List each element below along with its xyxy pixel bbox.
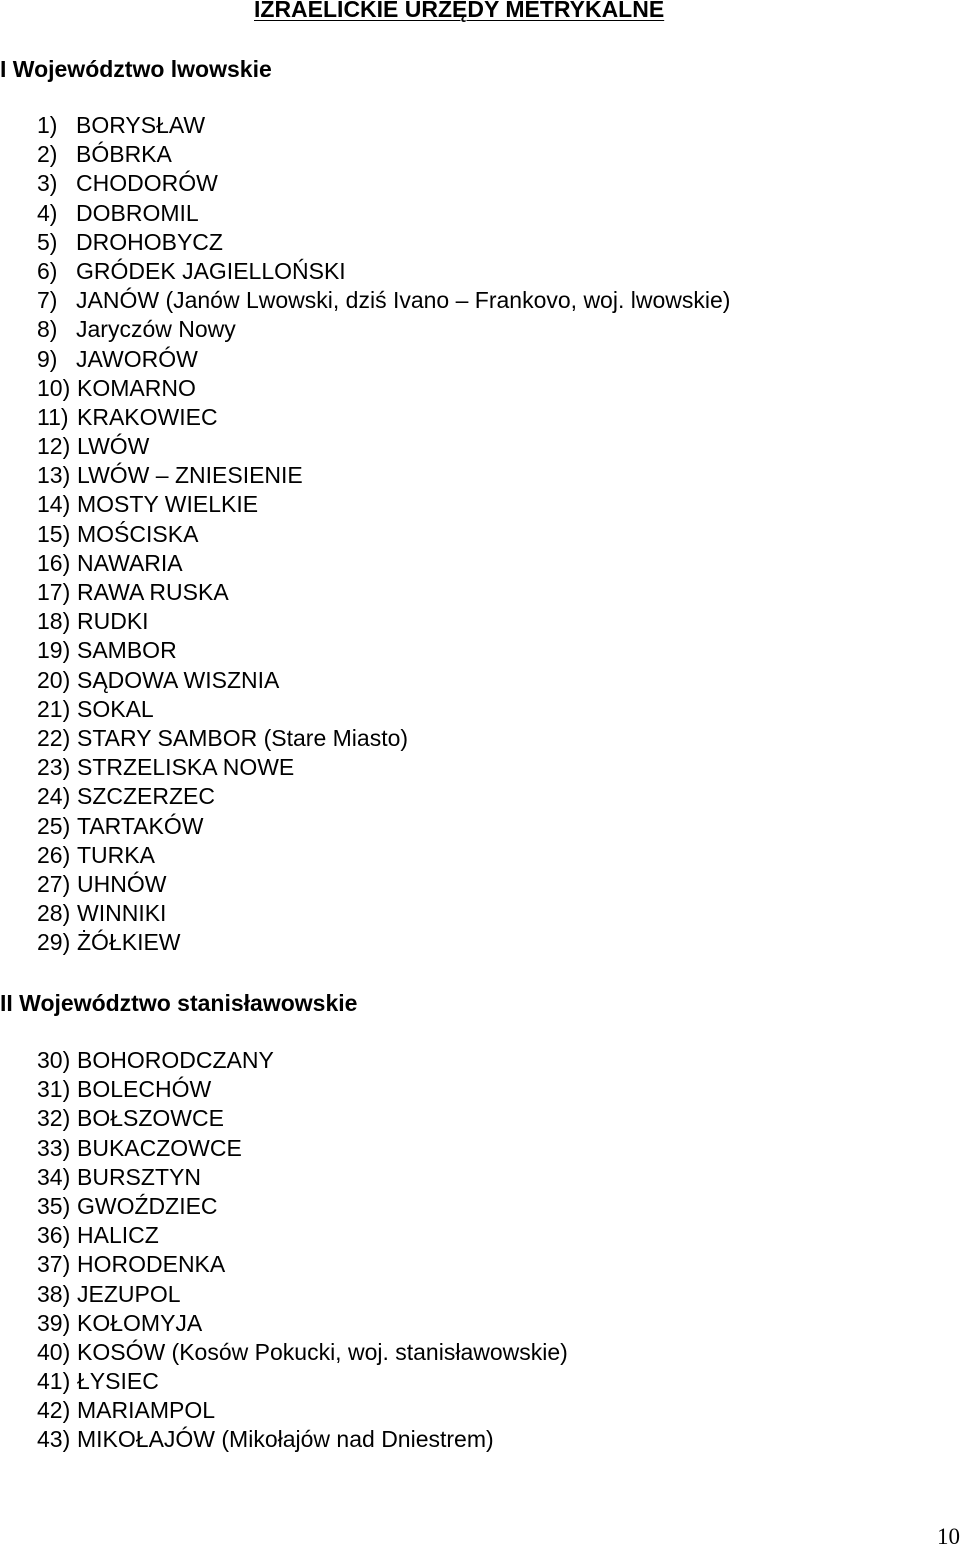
item-number: 22) xyxy=(37,724,71,751)
list-item xyxy=(37,1338,568,1367)
list-item xyxy=(37,1075,568,1104)
item-name: RAWA RUSKA xyxy=(77,579,229,605)
list-item xyxy=(37,1250,568,1279)
list-item xyxy=(37,812,730,841)
item-number: 14) xyxy=(37,491,71,518)
list-item xyxy=(37,666,730,695)
item-name: LWÓW xyxy=(77,433,150,460)
document-title: IZRAELICKIE URZĘDY METRYKALNE xyxy=(254,0,665,22)
item-number: 23) xyxy=(37,754,71,781)
list-item xyxy=(37,1134,568,1163)
item-name: STARY SAMBOR (Stare Miasto) xyxy=(77,724,409,751)
list-item xyxy=(37,1104,568,1133)
list-item xyxy=(37,753,730,782)
list-item xyxy=(37,1396,568,1425)
item-name: JAWORÓW xyxy=(76,345,198,372)
item-number: 21) xyxy=(37,695,71,722)
item-name: JANÓW (Janów Lwowski, dziś Ivano – Frankovo, woj. lwowskie) xyxy=(76,287,731,314)
list-item xyxy=(37,257,730,286)
item-number: 29) xyxy=(37,929,71,956)
list-item xyxy=(37,1280,568,1309)
item-name: CHODORÓW xyxy=(76,170,218,197)
item-name: TARTAKÓW xyxy=(77,812,204,839)
list-item xyxy=(37,461,730,490)
item-number: 20) xyxy=(37,666,71,693)
list-item xyxy=(37,286,730,315)
item-name: MIKOŁAJÓW (Mikołajów nad Dniestrem) xyxy=(77,1426,494,1453)
item-name: JEZUPOL xyxy=(77,1280,181,1307)
list-item xyxy=(37,432,730,461)
item-number: 34) xyxy=(37,1163,71,1190)
section-heading-lwowskie: I Województwo lwowskie xyxy=(0,56,272,82)
list-item xyxy=(37,199,730,228)
list-item xyxy=(37,374,730,403)
item-name: RUDKI xyxy=(77,608,149,635)
item-name: MARIAMPOL xyxy=(77,1397,216,1424)
item-name: DOBROMIL xyxy=(76,199,199,226)
list-item xyxy=(37,1309,568,1338)
registry-office-list-lwowskie xyxy=(37,111,730,957)
item-name: GRÓDEK JAGIELLOŃSKI xyxy=(76,257,346,284)
item-name: BORYSŁAW xyxy=(76,112,206,138)
item-name: UHNÓW xyxy=(77,870,167,897)
list-item xyxy=(37,520,730,549)
list-item xyxy=(37,1192,568,1221)
item-name: BURSZTYN xyxy=(77,1163,201,1190)
list-item xyxy=(37,899,730,928)
item-name: KOMARNO xyxy=(77,374,196,401)
list-item xyxy=(37,228,730,257)
item-number: 37) xyxy=(37,1251,71,1278)
item-number: 40) xyxy=(37,1338,71,1365)
item-number: 41) xyxy=(37,1368,71,1395)
item-number: 27) xyxy=(37,870,71,897)
list-item xyxy=(37,578,730,607)
list-item xyxy=(37,870,730,899)
item-name: LWÓW – ZNIESIENIE xyxy=(77,462,303,489)
item-name: MOŚCISKA xyxy=(77,520,199,547)
item-name: BOŁSZOWCE xyxy=(77,1105,224,1132)
item-name: KRAKOWIEC xyxy=(77,403,218,430)
list-item xyxy=(37,1425,568,1454)
item-number: 6) xyxy=(37,257,58,284)
list-item xyxy=(37,841,730,870)
item-name: ŁYSIEC xyxy=(77,1368,159,1395)
list-item xyxy=(37,169,730,198)
item-number: 13) xyxy=(37,462,71,489)
item-number: 4) xyxy=(37,199,58,226)
section-heading-stanislawowskie: II Województwo stanisławowskie xyxy=(0,990,358,1016)
item-name: MOSTY WIELKIE xyxy=(77,491,259,518)
list-item xyxy=(37,1046,568,1075)
item-number: 16) xyxy=(37,549,71,576)
list-item xyxy=(37,724,730,753)
item-name: BOHORODCZANY xyxy=(77,1047,274,1073)
item-number: 25) xyxy=(37,812,71,839)
item-number: 33) xyxy=(37,1134,71,1161)
registry-office-list-stanislawowskie xyxy=(37,1046,568,1455)
item-number: 1) xyxy=(37,112,58,138)
item-name: SZCZERZEC xyxy=(77,783,215,810)
item-number: 30) xyxy=(37,1047,71,1073)
item-name: GWOŹDZIEC xyxy=(77,1192,218,1219)
item-name: BÓBRKA xyxy=(76,141,172,168)
item-name: SĄDOWA WISZNIA xyxy=(77,666,280,693)
item-name: BOLECHÓW xyxy=(77,1076,212,1103)
list-item xyxy=(37,1163,568,1192)
item-name: SOKAL xyxy=(77,695,154,722)
item-name: KOSÓW (Kosów Pokucki, woj. stanisławowskie) xyxy=(77,1338,568,1365)
item-name: SAMBOR xyxy=(77,637,177,664)
item-number: 42) xyxy=(37,1397,71,1424)
list-item xyxy=(37,345,730,374)
list-item xyxy=(37,315,730,344)
item-name: ŻÓŁKIEW xyxy=(77,929,181,956)
item-number: 39) xyxy=(37,1309,71,1336)
item-number: 35) xyxy=(37,1192,71,1219)
list-item xyxy=(37,928,730,957)
item-number: 5) xyxy=(37,228,58,255)
list-item xyxy=(37,695,730,724)
list-item xyxy=(37,636,730,665)
list-item xyxy=(37,403,730,432)
item-number: 26) xyxy=(37,841,71,868)
page-number: 10 xyxy=(937,1524,960,1549)
list-item xyxy=(37,490,730,519)
item-number: 19) xyxy=(37,637,71,664)
item-number: 9) xyxy=(37,345,58,372)
item-number: 11) xyxy=(37,403,69,430)
list-item xyxy=(37,607,730,636)
item-number: 24) xyxy=(37,783,71,810)
item-number: 18) xyxy=(37,608,71,635)
item-name: HORODENKA xyxy=(77,1251,226,1278)
item-number: 15) xyxy=(37,520,71,547)
list-item xyxy=(37,549,730,578)
item-number: 12) xyxy=(37,433,71,460)
item-number: 2) xyxy=(37,141,58,168)
item-name: BUKACZOWCE xyxy=(77,1134,242,1161)
item-number: 36) xyxy=(37,1222,71,1249)
item-number: 32) xyxy=(37,1105,71,1132)
list-item xyxy=(37,1367,568,1396)
item-name: WINNIKI xyxy=(77,900,167,927)
item-name: KOŁOMYJA xyxy=(77,1309,203,1336)
item-name: Jaryczów Nowy xyxy=(76,316,236,343)
item-number: 38) xyxy=(37,1280,71,1307)
item-number: 17) xyxy=(37,579,71,605)
item-number: 31) xyxy=(37,1076,71,1103)
list-item xyxy=(37,111,730,140)
item-number: 3) xyxy=(37,170,58,197)
item-name: NAWARIA xyxy=(77,549,183,576)
item-name: HALICZ xyxy=(77,1222,159,1249)
item-name: TURKA xyxy=(77,841,155,868)
item-number: 8) xyxy=(37,316,58,343)
item-name: DROHOBYCZ xyxy=(76,228,223,255)
item-number: 10) xyxy=(37,374,71,401)
item-name: STRZELISKA NOWE xyxy=(77,754,295,781)
list-item xyxy=(37,140,730,169)
list-item xyxy=(37,1221,568,1250)
item-number: 43) xyxy=(37,1426,71,1453)
item-number: 28) xyxy=(37,900,71,927)
list-item xyxy=(37,782,730,811)
item-number: 7) xyxy=(37,287,58,314)
